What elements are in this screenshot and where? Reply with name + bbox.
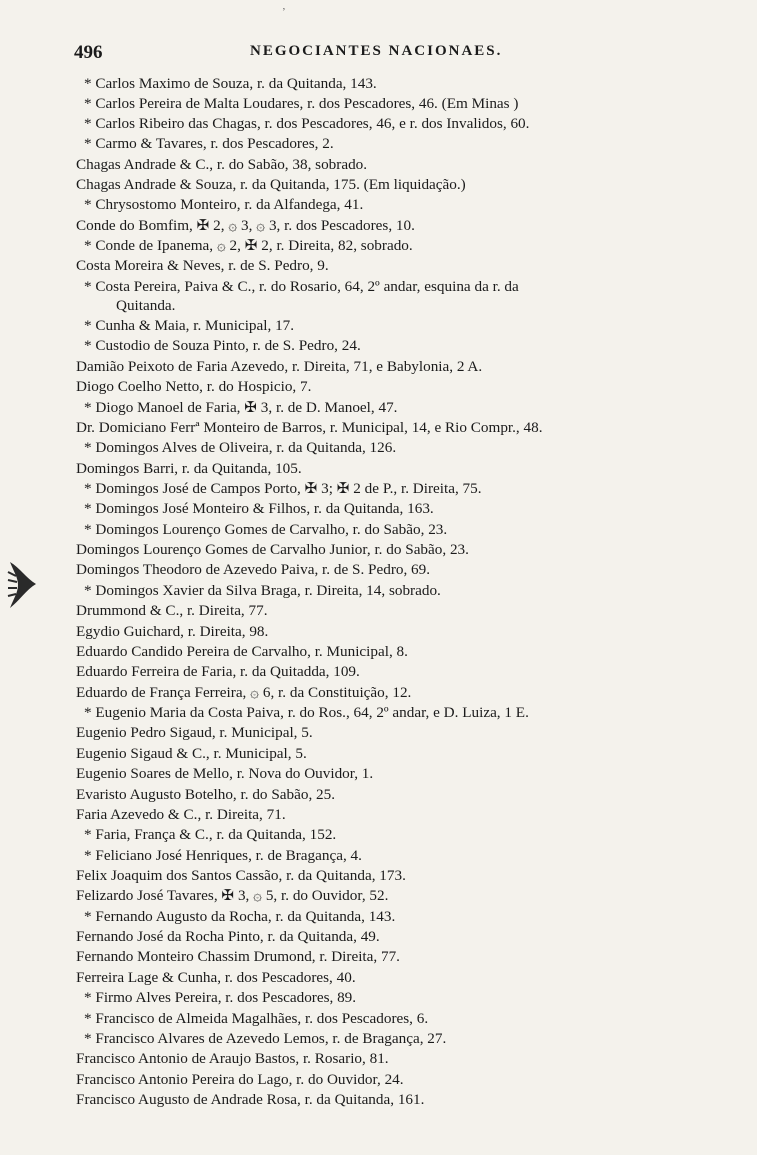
directory-entry: Ferreira Lage & Cunha, r. dos Pescadores, 40. (76, 969, 356, 986)
directory-entry: Chagas Andrade & C., r. do Sabão, 38, sobrado. (76, 156, 368, 173)
directory-entry: Damião Peixoto de Faria Azevedo, r. Direita, 71, e Babylonia, 2 A. (76, 358, 483, 375)
directory-entry: Felix Joaquim dos Santos Cassão, r. da Quitanda, 173. (76, 867, 406, 884)
directory-entry: Fernando Monteiro Chassim Drumond, r. Direita, 77. (76, 948, 400, 965)
directory-entry: * Custodio de Souza Pinto, r. de S. Pedro, 24. (84, 337, 361, 354)
directory-entry: * Carmo & Tavares, r. dos Pescadores, 2. (84, 135, 334, 152)
directory-entry: * Carlos Maximo de Souza, r. da Quitanda, 143. (84, 75, 377, 92)
directory-entry: Faria Azevedo & C., r. Direita, 71. (76, 806, 286, 823)
directory-entry: Conde do Bomfim, ✠ 2, ۞ 3, ۞ 3, r. dos Pescadores, 10. (76, 217, 415, 234)
directory-entry: Eduardo de França Ferreira, ۞ 6, r. da Constituição, 12. (76, 684, 412, 701)
directory-entry: * Domingos José de Campos Porto, ✠ 3; ✠ 2 de P., r. Direita, 75. (84, 480, 482, 497)
directory-entry: Domingos Theodoro de Azevedo Paiva, r. de S. Pedro, 69. (76, 561, 431, 578)
directory-entry: * Fernando Augusto da Rocha, r. da Quitanda, 143. (84, 908, 396, 925)
directory-entry: * Conde de Ipanema, ۞ 2, ✠ 2, r. Direita, 82, sobrado. (84, 237, 413, 254)
directory-entry: * Feliciano José Henriques, r. de Bragança, 4. (84, 847, 362, 864)
directory-entry: * Firmo Alves Pereira, r. dos Pescadores, 89. (84, 989, 357, 1006)
directory-entry: * Costa Pereira, Paiva & C., r. do Rosario, 64, 2º andar, esquina da r. da (84, 278, 519, 295)
directory-entry: * Francisco Alvares de Azevedo Lemos, r. de Bragança, 27. (84, 1030, 447, 1047)
directory-entry: Francisco Antonio Pereira do Lago, r. do Ouvidor, 24. (76, 1071, 404, 1088)
directory-entry: * Domingos José Monteiro & Filhos, r. da Quitanda, 163. (84, 500, 434, 517)
directory-entry: Domingos Lourenço Gomes de Carvalho Junior, r. do Sabão, 23. (76, 541, 469, 558)
directory-entry-continuation: Quitanda. (116, 297, 176, 314)
directory-entry: Evaristo Augusto Botelho, r. do Sabão, 25. (76, 786, 336, 803)
directory-entry: Felizardo José Tavares, ✠ 3, ۞ 5, r. do Ouvidor, 52. (76, 887, 389, 904)
directory-entry: Costa Moreira & Neves, r. de S. Pedro, 9. (76, 257, 329, 274)
directory-entry: * Eugenio Maria da Costa Paiva, r. do Ros., 64, 2º andar, e D. Luiza, 1 E. (84, 704, 529, 721)
directory-entry: * Domingos Xavier da Silva Braga, r. Direita, 14, sobrado. (84, 582, 441, 599)
directory-entry: Eugenio Sigaud & C., r. Municipal, 5. (76, 745, 307, 762)
directory-entry: Diogo Coelho Netto, r. do Hospicio, 7. (76, 378, 312, 395)
directory-entry: Francisco Augusto de Andrade Rosa, r. da Quitanda, 161. (76, 1091, 425, 1108)
page-header (74, 42, 674, 68)
directory-entry: Eduardo Candido Pereira de Carvalho, r. Municipal, 8. (76, 643, 408, 660)
directory-entry: * Domingos Lourenço Gomes de Carvalho, r. do Sabão, 23. (84, 521, 448, 538)
directory-entry: Eduardo Ferreira de Faria, r. da Quitadda, 109. (76, 663, 360, 680)
directory-entry: * Diogo Manoel de Faria, ✠ 3, r. de D. Manoel, 47. (84, 399, 398, 416)
directory-entry: * Chrysostomo Monteiro, r. da Alfandega, 41. (84, 196, 364, 213)
running-title: NEGOCIANTES NACIONAES. (250, 43, 503, 59)
top-speck: ’ (282, 6, 286, 18)
directory-entry: Francisco Antonio de Araujo Bastos, r. Rosario, 81. (76, 1050, 389, 1067)
page-number: 496 (74, 42, 103, 63)
directory-entry: Fernando José da Rocha Pinto, r. da Quitanda, 49. (76, 928, 380, 945)
directory-entry: * Domingos Alves de Oliveira, r. da Quitanda, 126. (84, 439, 397, 456)
margin-ornament-icon (6, 554, 40, 616)
directory-entry: * Cunha & Maia, r. Municipal, 17. (84, 317, 295, 334)
directory-entry: * Francisco de Almeida Magalhães, r. dos Pescadores, 6. (84, 1010, 429, 1027)
directory-entry: * Faria, França & C., r. da Quitanda, 152. (84, 826, 337, 843)
directory-entry: Eugenio Soares de Mello, r. Nova do Ouvidor, 1. (76, 765, 374, 782)
directory-entry: * Carlos Pereira de Malta Loudares, r. dos Pescadores, 46. (Em Minas ) (84, 95, 519, 112)
directory-entry: Egydio Guichard, r. Direita, 98. (76, 623, 269, 640)
directory-entry: Drummond & C., r. Direita, 77. (76, 602, 268, 619)
directory-entry: Domingos Barri, r. da Quitanda, 105. (76, 460, 302, 477)
directory-entry: Dr. Domiciano Ferrª Monteiro de Barros, r. Municipal, 14, e Rio Compr., 48. (76, 419, 543, 436)
directory-entry: Chagas Andrade & Souza, r. da Quitanda, 175. (Em liquidação.) (76, 176, 466, 193)
directory-entry: Eugenio Pedro Sigaud, r. Municipal, 5. (76, 724, 313, 741)
directory-entry: * Carlos Ribeiro das Chagas, r. dos Pescadores, 46, e r. dos Invalidos, 60. (84, 115, 530, 132)
